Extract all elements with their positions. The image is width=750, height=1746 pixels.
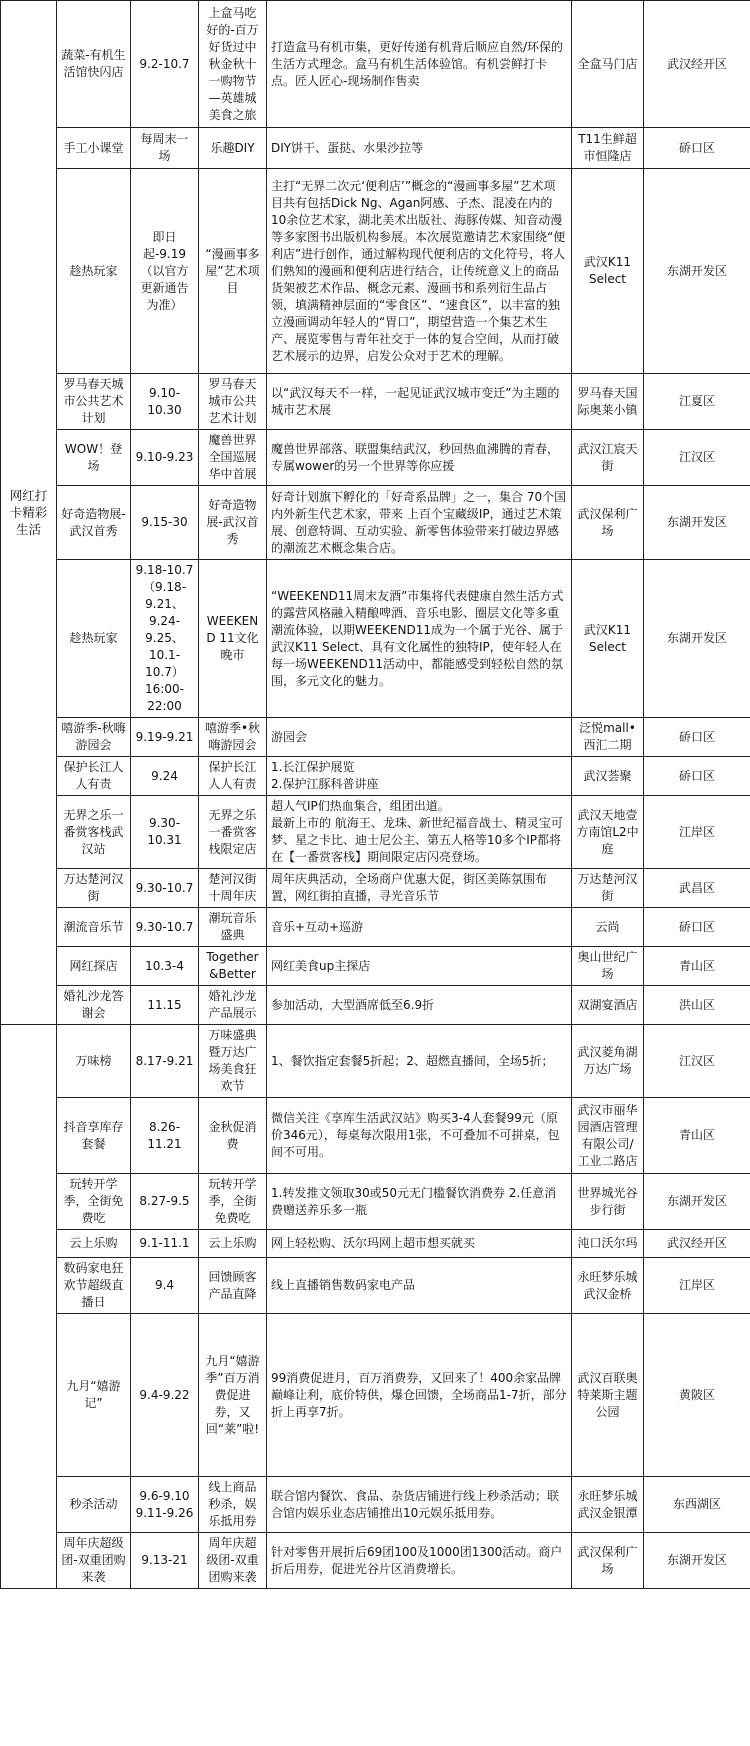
event-description: 99消费促进月，百万消费券，又回来了！400余家品牌巅峰让利，底价特供，爆仓回馈，全场商品1-7折，部分折上再享7折。 bbox=[267, 1314, 572, 1477]
event-name: 万达楚河汉街 bbox=[57, 869, 131, 908]
event-venue: 全盒马门店 bbox=[572, 1, 644, 128]
event-district: 硚口区 bbox=[644, 718, 750, 757]
event-name: 蔬菜-有机生活馆快闪店 bbox=[57, 1, 131, 128]
event-district: 东湖开发区 bbox=[644, 1174, 750, 1230]
event-name: 云上乐购 bbox=[57, 1230, 131, 1258]
table-row bbox=[1, 1098, 750, 1174]
event-venue: 永旺梦乐城武汉金桥 bbox=[572, 1258, 644, 1314]
event-date: 9.10-9.23 bbox=[131, 430, 199, 486]
event-date: 9.30-10.31 bbox=[131, 796, 199, 869]
event-name: 罗马春天城市公共艺术计划 bbox=[57, 374, 131, 430]
event-description: 联合馆内餐饮、食品、杂货店铺进行线上秒杀活动；联合馆内娱乐业态店铺推出10元娱乐抵用券。 bbox=[267, 1477, 572, 1533]
event-description: 音乐+互动+巡游 bbox=[267, 908, 572, 947]
event-venue: 武汉市丽华园酒店管理有限公司/工业二路店 bbox=[572, 1098, 644, 1174]
event-date: 9.30-10.7 bbox=[131, 908, 199, 947]
event-district: 东湖开发区 bbox=[644, 560, 750, 718]
event-district: 硚口区 bbox=[644, 908, 750, 947]
event-theme: 罗马春天城市公共艺术计划 bbox=[199, 374, 267, 430]
event-venue: 万达楚河汉街 bbox=[572, 869, 644, 908]
event-theme: “漫画事多屋”艺术项目 bbox=[199, 169, 267, 374]
event-district: 江夏区 bbox=[644, 374, 750, 430]
event-district: 黄陂区 bbox=[644, 1314, 750, 1477]
event-venue: 永旺梦乐城武汉金银潭 bbox=[572, 1477, 644, 1533]
event-name: 周年庆超级团-双重团购来袭 bbox=[57, 1533, 131, 1589]
event-theme: 婚礼沙龙产品展示 bbox=[199, 986, 267, 1025]
event-name: 网红探店 bbox=[57, 947, 131, 986]
event-district: 武汉经开区 bbox=[644, 1, 750, 128]
event-description: 1.转发推文领取30或50元无门槛餐饮消费券 2.任意消费赠送养乐多一瓶 bbox=[267, 1174, 572, 1230]
event-venue: 世界城光谷步行街 bbox=[572, 1174, 644, 1230]
event-name: 数码家电狂欢节超级直播日 bbox=[57, 1258, 131, 1314]
event-district: 洪山区 bbox=[644, 986, 750, 1025]
event-theme: 潮玩音乐盛典 bbox=[199, 908, 267, 947]
event-district: 江汉区 bbox=[644, 430, 750, 486]
event-theme: 上盒马吃好的-百万好货过中秋金秋十一购物节—英雄城美食之旅 bbox=[199, 1, 267, 128]
event-description: 好奇计划旗下孵化的「好奇系品牌」之一，集合 70个国内外新生代艺术家，带来 上百个宝藏级IP，通过艺术策展、创意特调、互动实验、新零售体验带来打破边界感的潮流艺术概念集合店。 bbox=[267, 486, 572, 560]
event-name: 婚礼沙龙答谢会 bbox=[57, 986, 131, 1025]
event-name: 好奇造物展-武汉首秀 bbox=[57, 486, 131, 560]
event-theme: 嘻游季•秋嗨游园会 bbox=[199, 718, 267, 757]
event-theme: 无界之乐一番赏客栈限定店 bbox=[199, 796, 267, 869]
event-venue: 奥山世纪广场 bbox=[572, 947, 644, 986]
table-row bbox=[1, 1258, 750, 1314]
event-date: 8.27-9.5 bbox=[131, 1174, 199, 1230]
event-theme: 金秋促消费 bbox=[199, 1098, 267, 1174]
event-description: 参加活动，大型酒席低至6.9折 bbox=[267, 986, 572, 1025]
category-cell: 网红打卡精彩生活 bbox=[1, 1, 57, 1025]
event-theme: 乐趣DIY bbox=[199, 128, 267, 169]
event-date: 9.30-10.7 bbox=[131, 869, 199, 908]
event-venue: 武汉K11 Select bbox=[572, 169, 644, 374]
table-row bbox=[1, 718, 750, 757]
event-date: 9.4 bbox=[131, 1258, 199, 1314]
event-description: “WEEKEND11周末友酒”市集将代表健康自然生活方式的露营风格融入精酿啤酒、音乐电影、圈层文化等多重潮流体验，以期WEEKEND11成为一个属于光谷、属于武汉K11 Select、具有文化属性的独特IP，使年轻人在每一场WEEKEND11活动中，都能感受到轻松自然的氛围，多元文化的魅力。 bbox=[267, 560, 572, 718]
event-description: 1、餐饮指定套餐5折起；2、超燃直播间，全场5折； bbox=[267, 1025, 572, 1098]
event-description: 游园会 bbox=[267, 718, 572, 757]
event-date: 即日起-9.19（以官方更新通告为准） bbox=[131, 169, 199, 374]
table-row bbox=[1, 374, 750, 430]
event-district: 东湖开发区 bbox=[644, 486, 750, 560]
event-description: 超人气IP们热血集合，组团出道。 最新上市的 航海王、龙珠、新世纪福音战士、精灵宝可梦、星之卡比、迪士尼公主、第五人格等10多个IP都将在【一番赏客栈】期间限定店闪亮登场。 bbox=[267, 796, 572, 869]
event-theme: 云上乐购 bbox=[199, 1230, 267, 1258]
category-cell bbox=[1, 1025, 57, 1589]
event-theme: 魔兽世界全国巡展华中首展 bbox=[199, 430, 267, 486]
table-row bbox=[1, 1314, 750, 1477]
event-date: 9.4-9.22 bbox=[131, 1314, 199, 1477]
event-description: DIY饼干、蛋挞、水果沙拉等 bbox=[267, 128, 572, 169]
event-district: 东湖开发区 bbox=[644, 1533, 750, 1589]
event-date: 9.6-9.10 9.11-9.26 bbox=[131, 1477, 199, 1533]
event-venue: 泛悦mall•西汇二期 bbox=[572, 718, 644, 757]
event-district: 青山区 bbox=[644, 1098, 750, 1174]
event-description: 针对零售开展折后69团100及1000团1300活动。商户折后用券，促进光谷片区消费增长。 bbox=[267, 1533, 572, 1589]
event-district: 东湖开发区 bbox=[644, 169, 750, 374]
event-venue: 武汉江宸天街 bbox=[572, 430, 644, 486]
event-name: 秒杀活动 bbox=[57, 1477, 131, 1533]
event-theme: 玩转开学季，全街免费吃 bbox=[199, 1174, 267, 1230]
event-date: 每周末一场 bbox=[131, 128, 199, 169]
table-row bbox=[1, 169, 750, 374]
event-description: 微信关注《享库生活武汉站》购买3-4人套餐99元（原价346元），每桌每次限用1张，不可叠加不可拼桌，包间不可用。 bbox=[267, 1098, 572, 1174]
table-row bbox=[1, 128, 750, 169]
table-row bbox=[1, 1025, 750, 1098]
event-date: 9.24 bbox=[131, 757, 199, 796]
event-description: 线上直播销售数码家电产品 bbox=[267, 1258, 572, 1314]
event-district: 武汉经开区 bbox=[644, 1230, 750, 1258]
event-date: 8.17-9.21 bbox=[131, 1025, 199, 1098]
event-description: 打造盒马有机市集，更好传递有机背后顺应自然/环保的生活方式理念。盒马有机生活体验馆。有机尝鲜打卡点。匠人匠心-现场制作售卖 bbox=[267, 1, 572, 128]
table-row bbox=[1, 1477, 750, 1533]
event-theme: 保护长江人人有责 bbox=[199, 757, 267, 796]
event-description: 以“武汉每天不一样，一起见证武汉城市变迁”为主题的城市艺术展 bbox=[267, 374, 572, 430]
event-venue: T11生鲜超市恒隆店 bbox=[572, 128, 644, 169]
event-venue: 罗马春天国际奥莱小镇 bbox=[572, 374, 644, 430]
event-date: 9.18-10.7（9.18-9.21、9.24-9.25、10.1-10.7）16:00-22:00 bbox=[131, 560, 199, 718]
table-row bbox=[1, 947, 750, 986]
event-date: 9.15-30 bbox=[131, 486, 199, 560]
event-name: WOW！登场 bbox=[57, 430, 131, 486]
event-theme: 回馈顾客产品直降 bbox=[199, 1258, 267, 1314]
event-venue: 武汉天地壹方南馆L2中庭 bbox=[572, 796, 644, 869]
event-theme: 线上商品秒杀，娱乐抵用券 bbox=[199, 1477, 267, 1533]
table-row bbox=[1, 869, 750, 908]
event-date: 10.3-4 bbox=[131, 947, 199, 986]
event-date: 11.15 bbox=[131, 986, 199, 1025]
event-name: 九月“嬉游记” bbox=[57, 1314, 131, 1477]
event-theme: 周年庆超级团-双重团购来袭 bbox=[199, 1533, 267, 1589]
event-name: 手工小课堂 bbox=[57, 128, 131, 169]
table-row bbox=[1, 486, 750, 560]
event-name: 抖音享库存套餐 bbox=[57, 1098, 131, 1174]
event-name: 万味榜 bbox=[57, 1025, 131, 1098]
event-name: 趁热玩家 bbox=[57, 560, 131, 718]
table-row bbox=[1, 1, 750, 128]
event-district: 江岸区 bbox=[644, 796, 750, 869]
table-row bbox=[1, 560, 750, 718]
event-theme: Together&Better bbox=[199, 947, 267, 986]
event-description: 网上轻松购、沃尔玛网上超市想买就买 bbox=[267, 1230, 572, 1258]
event-theme: 万味盛典暨万达广场美食狂欢节 bbox=[199, 1025, 267, 1098]
event-date: 9.10-10.30 bbox=[131, 374, 199, 430]
event-description: 魔兽世界部落、联盟集结武汉，秒回热血沸腾的青春，专属wower的另一个世界等你应援 bbox=[267, 430, 572, 486]
event-name: 嘻游季-秋嗨游园会 bbox=[57, 718, 131, 757]
event-venue: 武汉保利广场 bbox=[572, 486, 644, 560]
event-name: 趁热玩家 bbox=[57, 169, 131, 374]
event-date: 9.2-10.7 bbox=[131, 1, 199, 128]
event-district: 青山区 bbox=[644, 947, 750, 986]
event-venue: 武汉百联奥特莱斯主题公园 bbox=[572, 1314, 644, 1477]
event-theme: 楚河汉街十周年庆 bbox=[199, 869, 267, 908]
event-date: 9.19-9.21 bbox=[131, 718, 199, 757]
table-row bbox=[1, 757, 750, 796]
event-venue: 武汉K11 Select bbox=[572, 560, 644, 718]
event-district: 江岸区 bbox=[644, 1258, 750, 1314]
event-date: 8.26-11.21 bbox=[131, 1098, 199, 1174]
event-name: 无界之乐一番赏客栈武汉站 bbox=[57, 796, 131, 869]
event-district: 东西湖区 bbox=[644, 1477, 750, 1533]
event-theme: WEEKEND 11文化晚市 bbox=[199, 560, 267, 718]
table-row bbox=[1, 908, 750, 947]
table-row bbox=[1, 986, 750, 1025]
table-row bbox=[1, 1533, 750, 1589]
event-venue: 武汉荟聚 bbox=[572, 757, 644, 796]
event-district: 硚口区 bbox=[644, 128, 750, 169]
event-theme: 九月“嬉游季”百万消费促进券，又回“莱”啦! bbox=[199, 1314, 267, 1477]
event-date: 9.13-21 bbox=[131, 1533, 199, 1589]
event-name: 潮流音乐节 bbox=[57, 908, 131, 947]
event-venue: 武汉保利广场 bbox=[572, 1533, 644, 1589]
event-venue: 沌口沃尔玛 bbox=[572, 1230, 644, 1258]
table-row bbox=[1, 1174, 750, 1230]
event-description: 主打“无界二次元‘便利店’”概念的“漫画事多屋”艺术项目共有包括Dick Ng、Agan阿感、子杰、混凌在内的10余位艺术家，湖北美术出版社、海豚传媒、知音动漫等多家图书出版机构参展。本次展览邀请艺术家围绕“便利店”进行创作，通过解构现代便利店的文化符号，将人们熟知的漫画和便利店进行结合，让传统意义上的商品货架被艺术作品、概念元素、漫画书和系列衍生品占领，填满精神层面的“零食区”、“速食区”，以丰富的独立漫画调动年轻人的“胃口”，期望营造一个集艺术生产、展览零售与青年社交于一体的复合空间，从而打破艺术展示的边界，启发公众对于艺术的理解。 bbox=[267, 169, 572, 374]
event-description: 周年庆典活动，全场商户优惠大促，街区美陈氛围布置，网红街拍直播，寻光音乐节 bbox=[267, 869, 572, 908]
table-row bbox=[1, 430, 750, 486]
table-row bbox=[1, 796, 750, 869]
event-venue: 云尚 bbox=[572, 908, 644, 947]
event-district: 硚口区 bbox=[644, 757, 750, 796]
event-venue: 武汉菱角湖万达广场 bbox=[572, 1025, 644, 1098]
event-theme: 好奇造物展-武汉首秀 bbox=[199, 486, 267, 560]
event-district: 江汉区 bbox=[644, 1025, 750, 1098]
event-district: 武昌区 bbox=[644, 869, 750, 908]
event-description: 1.长江保护展览 2.保护江豚科普讲座 bbox=[267, 757, 572, 796]
events-table-body bbox=[1, 1, 750, 1589]
event-description: 网红美食up主探店 bbox=[267, 947, 572, 986]
event-date: 9.1-11.1 bbox=[131, 1230, 199, 1258]
table-row bbox=[1, 1230, 750, 1258]
event-venue: 双湖宴酒店 bbox=[572, 986, 644, 1025]
event-name: 玩转开学季，全街免费吃 bbox=[57, 1174, 131, 1230]
event-name: 保护长江人人有责 bbox=[57, 757, 131, 796]
